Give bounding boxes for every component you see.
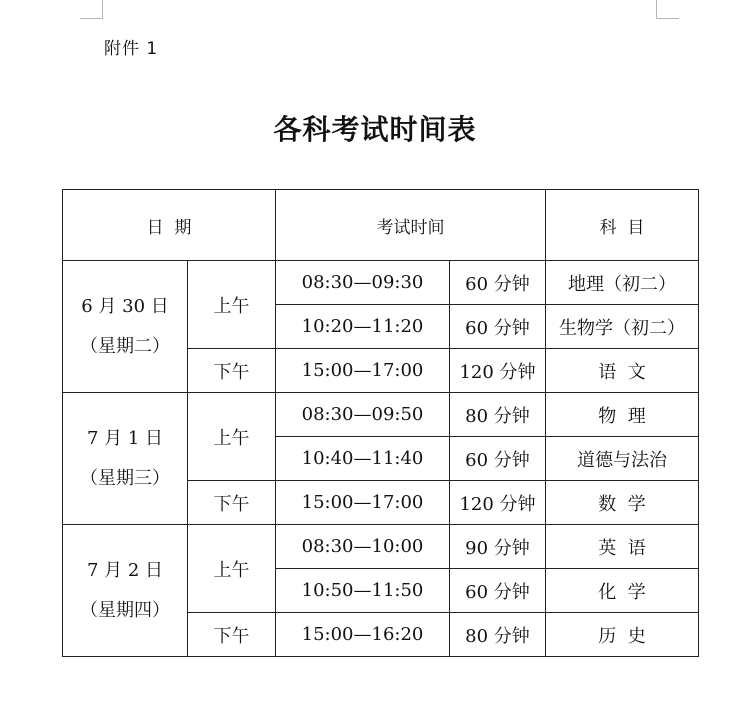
- duration-cell: 80 分钟: [450, 393, 546, 437]
- weekday-text: （星期四）: [80, 599, 170, 621]
- date-cell: [63, 393, 188, 525]
- time-cell: 10:20—11:20: [276, 305, 450, 349]
- time-cell: 08:30—10:00: [276, 525, 450, 569]
- period-cell: 下午: [188, 613, 276, 657]
- time-cell: 08:30—09:50: [276, 393, 450, 437]
- subject-cell: 语 文: [546, 349, 699, 393]
- time-cell: 15:00—17:00: [276, 349, 450, 393]
- subject-cell: 历 史: [546, 613, 699, 657]
- subject-cell: 道德与法治: [546, 437, 699, 481]
- duration-cell: 60 分钟: [450, 437, 546, 481]
- duration-cell: 60 分钟: [450, 261, 546, 305]
- date-cell: [63, 525, 188, 657]
- page-title: 各科考试时间表: [273, 113, 477, 146]
- attachment-label: 附件 1: [104, 39, 159, 59]
- table-row: [63, 261, 699, 305]
- weekday-text: （星期二）: [80, 335, 170, 357]
- page-corner-mark-right: [656, 0, 679, 19]
- duration-cell: 80 分钟: [450, 613, 546, 657]
- subject-cell: 化 学: [546, 569, 699, 613]
- header-exam-time: 考试时间: [276, 190, 546, 261]
- period-cell: 下午: [188, 481, 276, 525]
- time-cell: 10:50—11:50: [276, 569, 450, 613]
- subject-cell: 英 语: [546, 525, 699, 569]
- duration-cell: 60 分钟: [450, 569, 546, 613]
- subject-cell: 地理（初二）: [546, 261, 699, 305]
- subject-cell: 物 理: [546, 393, 699, 437]
- subject-cell: 数 学: [546, 481, 699, 525]
- time-cell: 10:40—11:40: [276, 437, 450, 481]
- time-cell: 08:30—09:30: [276, 261, 450, 305]
- duration-cell: 90 分钟: [450, 525, 546, 569]
- exam-schedule-table: [62, 189, 699, 657]
- date-text: 7 月 2 日: [86, 559, 164, 581]
- date-text: 7 月 1 日: [86, 427, 164, 449]
- duration-cell: 120 分钟: [450, 481, 546, 525]
- time-cell: 15:00—17:00: [276, 481, 450, 525]
- period-cell: 上午: [188, 393, 276, 481]
- duration-cell: 60 分钟: [450, 305, 546, 349]
- date-cell: [63, 261, 188, 393]
- table-row: [63, 525, 699, 569]
- date-text: 6 月 30 日: [81, 295, 169, 317]
- period-cell: 上午: [188, 261, 276, 349]
- duration-cell: 120 分钟: [450, 349, 546, 393]
- table-header-row: [63, 190, 699, 261]
- time-cell: 15:00—16:20: [276, 613, 450, 657]
- subject-cell: 生物学（初二）: [546, 305, 699, 349]
- period-cell: 上午: [188, 525, 276, 613]
- period-cell: 下午: [188, 349, 276, 393]
- weekday-text: （星期三）: [80, 467, 170, 489]
- page-corner-mark-left: [80, 0, 103, 19]
- table-row: [63, 393, 699, 437]
- header-subject: 科 目: [546, 190, 699, 261]
- header-date: 日 期: [63, 190, 276, 261]
